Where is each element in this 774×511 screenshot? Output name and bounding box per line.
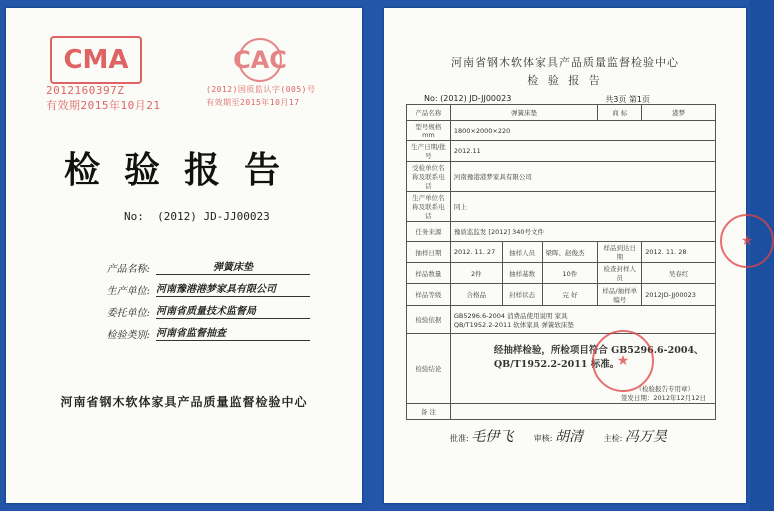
reviewer-signature: 胡清 [555,429,584,445]
report-detail-page [384,8,754,503]
cac-logo: CAC [238,38,282,82]
field-producer: 生产单位: 河南豫港港梦家具有限公司 [94,280,310,298]
cma-cert-no: 2012160397Z [46,84,125,97]
cac-cert-no: (2012)国质监认字(005)号 [206,85,316,94]
approver-signature: 毛伊飞 [471,429,514,445]
table-row: 生产单位名称及联系电话 同上 [407,192,716,222]
inspection-seal-stamp: ★ [592,330,654,392]
table-row: 任务来源 豫质监监发 [2012] 340号文件 [407,222,716,242]
issuing-center-name: 河南省钢木软体家具产品质量监督检验中心 [60,395,308,409]
edge-seal-stamp: ★ [720,214,774,268]
table-row: 备 注 [407,404,716,420]
detail-report-number: No: (2012) JD-JJ00023 [424,94,512,103]
table-row: 型号规格 mm 1800×2000×220 [407,121,716,141]
table-row: 受检单位名称及联系电话 河南豫港港梦家具有限公司 [407,162,716,192]
conclusion-cell: 经抽样检验，所检项目符合 GB5296.6-2004、QB/T1952.2-2011 标准。 （检验报告专用章） 签发日期：2012年12月12日 [450,334,715,404]
center-header: 河南省钢木软体家具产品质量监督检验中心 [451,56,679,69]
table-row: 样品等级 合格品 封样状态 完 好 样品/抽样单编号 2012JD-JJ00023 [407,284,716,306]
inspector-signature: 冯万昊 [624,429,667,445]
detail-title: 检 验 报 告 [527,74,603,87]
table-row: 产品名称 弹簧床垫 商 标 港梦 [407,105,716,121]
report-title: 检验报告 [63,149,304,191]
table-row: 抽样日期 2012. 11. 27 抽样人员 梁晖、赵俊杰 样品到达日期 2012. 11. 28 [407,242,716,263]
table-row: 生产日期/批号 2012.11 [407,141,716,162]
table-row: 检验依据 GB5296.6-2004 消费品使用说明 家具 QB/T1952.2-2011 软体家具 弹簧软床垫 [407,306,716,334]
report-number: No: (2012) JD-JJ00023 [124,210,270,223]
issue-date-line: 签发日期：2012年12月12日 [620,394,706,402]
page-indicator: 共3页 第1页 [605,95,650,104]
signature-row: 批准: 毛伊飞 审核: 胡清 主检: 冯万昊 [450,429,667,445]
table-row: 样品数量 2件 抽样基数 10件 检查封样人员 吴春红 [407,263,716,284]
basis-cell: GB5296.6-2004 消费品使用说明 家具 QB/T1952.2-2011 软体家具 弹簧软床垫 [450,306,715,334]
inspection-table [406,104,716,420]
field-product: 产品名称: 弹簧床垫 [94,258,310,276]
cma-logo: CMA [50,36,142,84]
cac-valid-date: 有效期至2015年10月17 [206,98,300,107]
cma-valid-date: 有效期2015年10月21 [46,99,161,112]
field-client: 委托单位: 河南省质量技术监督局 [94,302,310,320]
report-cover-page [6,8,362,503]
field-category: 检验类别: 河南省监督抽查 [94,324,310,342]
table-row: 检验结论 经抽样检验，所检项目符合 GB5296.6-2004、QB/T1952.2-2011 标准。 （检验报告专用章） 签发日期：2012年12月12日 [407,334,716,404]
